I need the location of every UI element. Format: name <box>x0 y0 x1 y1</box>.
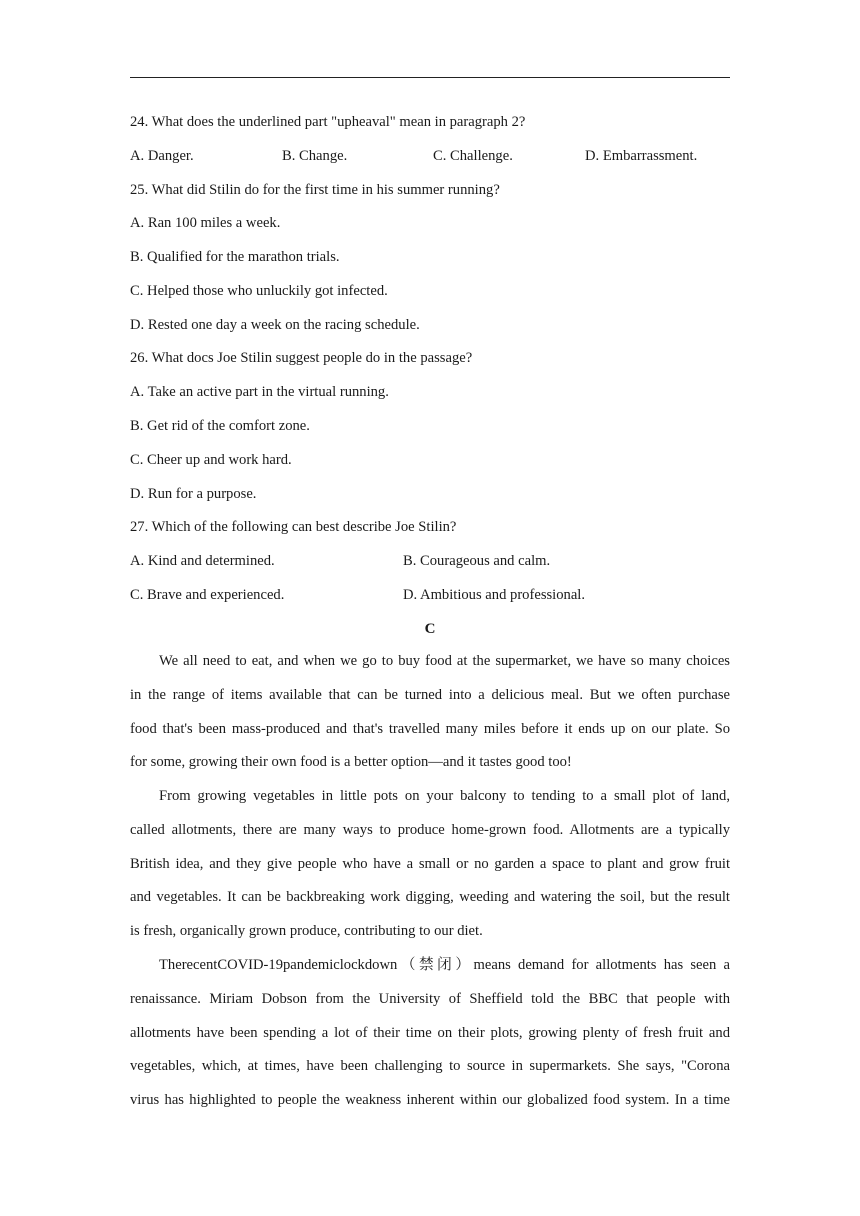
paragraph-line: for some, growing their own food is a better option—and it tastes good too! <box>130 754 572 771</box>
question-26-stem: 26. What docs Joe Stilin suggest people do in the passage? <box>130 350 473 366</box>
question-27-option-c: C. Brave and experienced. <box>130 587 285 603</box>
question-26-option-a: A. Take an active part in the virtual running. <box>130 384 389 400</box>
header-rule <box>130 77 730 78</box>
passage-paragraph-2 <box>130 780 730 949</box>
question-27-option-a: A. Kind and determined. <box>130 553 275 569</box>
paragraph-line: food that's been mass-produced and that's travelled many miles before it ends up on our plate. So <box>130 720 730 737</box>
paragraph-line: called allotments, there are many ways to produce home-grown food. Allotments are a typically <box>130 821 730 838</box>
question-26-option-d: D. Run for a purpose. <box>130 486 257 502</box>
paragraph-line: British idea, and they give people who have a small or no garden a space to plant and grow fruit <box>130 855 730 872</box>
paragraph-line: vegetables, which, at times, have been challenging to source in supermarkets. She says, "Corona <box>130 1058 730 1075</box>
paragraph-line: allotments have been spending a lot of their time on their plots, growing plenty of fresh fruit and <box>130 1024 730 1041</box>
paragraph-line: is fresh, organically grown produce, contributing to our diet. <box>130 923 483 940</box>
question-24-stem: 24. What does the underlined part "upheaval" mean in paragraph 2? <box>130 114 526 130</box>
question-27-option-b: B. Courageous and calm. <box>403 553 551 569</box>
passage-paragraph-1 <box>130 645 730 780</box>
paragraph-line: From growing vegetables in little pots on your balcony to tending to a small plot of land, <box>159 788 730 804</box>
paragraph-line: renaissance. Miriam Dobson from the University of Sheffield told the BBC that people with <box>130 990 730 1007</box>
paragraph-line: virus has highlighted to people the weakness inherent within our globalized food system. In a time <box>130 1092 730 1109</box>
paragraph-line: and vegetables. It can be backbreaking work digging, weeding and watering the soil, but the result <box>130 889 730 906</box>
question-25-stem: 25. What did Stilin do for the first time in his summer running? <box>130 182 500 198</box>
paragraph-line: We all need to eat, and when we go to buy food at the supermarket, we have so many choices <box>159 653 730 669</box>
paragraph-line: in the range of items available that can be turned into a delicious meal. But we often purchase <box>130 686 730 703</box>
question-24-option-a: A. Danger. <box>130 148 194 164</box>
question-25-option-d: D. Rested one day a week on the racing schedule. <box>130 317 420 333</box>
question-27-stem: 27. Which of the following can best describe Joe Stilin? <box>130 519 457 535</box>
question-26-option-b: B. Get rid of the comfort zone. <box>130 418 310 434</box>
question-27-option-d: D. Ambitious and professional. <box>403 587 586 603</box>
paragraph-line: TherecentCOVID-19pandemiclockdown（禁闭）means demand for allotments has seen a <box>159 957 730 973</box>
question-25-option-b: B. Qualified for the marathon trials. <box>130 249 340 265</box>
question-24-option-b: B. Change. <box>282 148 348 164</box>
question-25-option-a: A. Ran 100 miles a week. <box>130 215 281 231</box>
question-25-option-c: C. Helped those who unluckily got infected. <box>130 283 388 299</box>
passage-paragraph-3 <box>130 949 730 1118</box>
question-24-option-d: D. Embarrassment. <box>585 148 698 164</box>
question-26-option-c: C. Cheer up and work hard. <box>130 452 292 468</box>
question-24-option-c: C. Challenge. <box>433 148 513 164</box>
section-heading: C <box>424 621 436 637</box>
